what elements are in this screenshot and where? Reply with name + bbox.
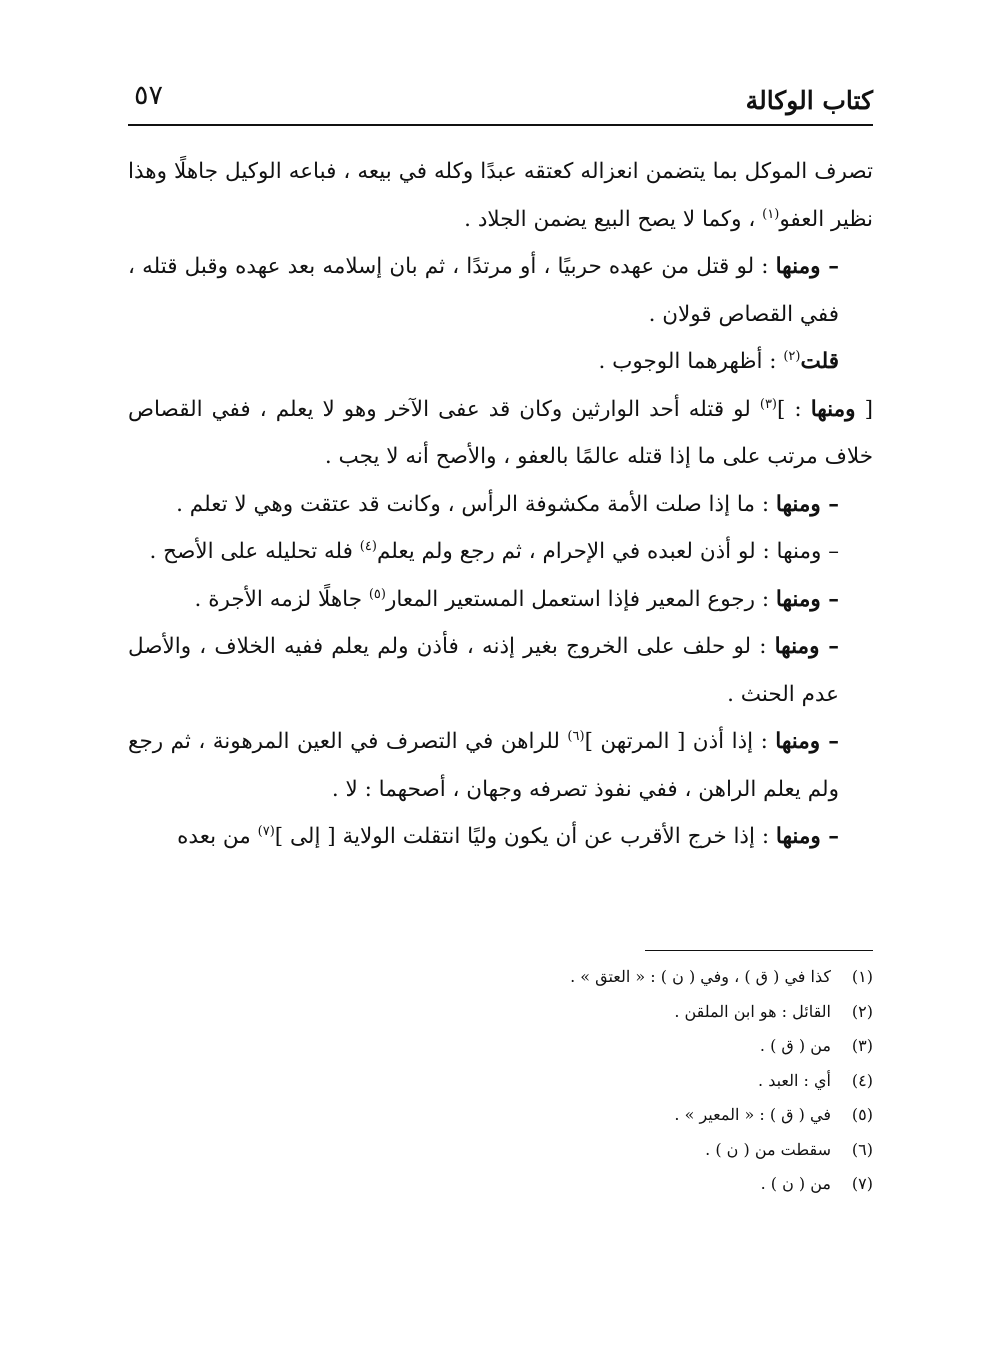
page-number: ٥٧ — [134, 80, 164, 111]
section-marker: ومنها — [810, 396, 856, 422]
body-text — [128, 148, 873, 861]
section-marker: – ومنها — [775, 491, 839, 517]
footnote — [128, 1167, 873, 1202]
paragraph — [128, 481, 873, 529]
footnote — [128, 1029, 873, 1064]
paragraph — [128, 338, 873, 386]
footnote-number: (٣) — [851, 1036, 873, 1055]
footnote-reference: (٥) — [368, 586, 386, 602]
paragraph-text: ، وكما لا يصح البيع يضمن الجلاد . — [464, 206, 763, 232]
paragraph-text: : أظهرهما الوجوب . — [598, 349, 784, 374]
header-rule — [128, 124, 873, 126]
footnote-text: كذا في ( ق ) ، وفي ( ن ) : « العتق » . — [570, 967, 831, 986]
paragraph — [128, 243, 873, 338]
footnote-text: في ( ق ) : « المعير » . — [674, 1105, 831, 1124]
footnote-reference: (٧) — [257, 823, 275, 839]
paragraph-text: : ] — [777, 396, 811, 422]
paragraph-text: فله تحليله على الأصح . — [149, 539, 360, 564]
footnote-text: سقطت من ( ن ) . — [705, 1139, 831, 1159]
paragraph-text: : ما إذا صلت الأمة مكشوفة الرأس ، وكانت قد عتقت وهي لا تعلم . — [176, 491, 776, 517]
paragraph — [128, 528, 873, 576]
paragraph-text: : لو قتل من عهده حربيًا ، أو مرتدًا ، ثم بان إسلامه بعد عهده وقبل قتله ، ففي القصاص قولان . — [128, 254, 839, 327]
footnote-reference: (٦) — [567, 728, 585, 744]
footnote-number: (٥) — [851, 1105, 873, 1124]
footnote — [128, 995, 873, 1030]
paragraph-text: – ومنها : لو أذن لعبده في الإحرام ، ثم رجع ولم يعلم — [376, 539, 839, 564]
paragraph-text: : لو حلف على الخروج بغير إذنه ، فأذن ولم يعلم ففيه الخلاف ، والأصل عدم الحنث . — [128, 634, 839, 707]
footnote-number: (٤) — [851, 1070, 873, 1090]
footnote-number: (٢) — [851, 1001, 873, 1021]
footnote-text: أي : العبد . — [758, 1070, 831, 1090]
paragraph — [128, 148, 873, 243]
footnote-text: من ( ق ) . — [759, 1036, 831, 1055]
footnote-number: (٧) — [851, 1174, 873, 1193]
section-marker: – ومنها — [775, 254, 839, 279]
section-marker: – ومنها — [775, 824, 839, 849]
running-title: كتاب الوكالة — [745, 86, 873, 115]
book-page — [128, 70, 873, 1300]
footnote-separator — [645, 950, 873, 951]
footnote — [128, 960, 873, 995]
section-marker: – ومنها — [774, 634, 839, 659]
footnote-reference: (٣) — [759, 396, 777, 412]
footnote-reference: (٤) — [359, 538, 377, 554]
paragraph — [128, 813, 873, 861]
paragraph-text: : رجوع المعير فإذا استعمل المستعير المعار — [385, 586, 776, 612]
paragraph-text: للراهن في التصرف في العين المرهونة ، ثم رجع ولم يعلم الراهن ، ففي نفوذ تصرفه وجهان ، أصحهما : لا . — [128, 729, 839, 802]
paragraph-text: من بعده — [177, 824, 258, 849]
footnote-reference: (١) — [762, 206, 780, 222]
paragraph-text: : إذا خرج الأقرب عن أن يكون وليًا انتقلت الولاية [ إلى ] — [274, 824, 776, 849]
footnote-number: (١) — [851, 967, 873, 986]
paragraph — [128, 718, 873, 813]
page-header — [128, 70, 873, 118]
section-marker: – ومنها — [775, 729, 839, 754]
footnote — [128, 1133, 873, 1168]
footnote-text: من ( ن ) . — [760, 1174, 831, 1193]
footnote-reference: (٢) — [783, 348, 801, 364]
paragraph-text: [ — [855, 396, 873, 422]
paragraph — [128, 386, 873, 481]
paragraph-text: لو قتله أحد الوارثين وكان قد عفى الآخر وهو لا يعلم ، ففي القصاص خلاف مرتب على ما إذا قتله عالمًا بالعفو ، والأصح أنه لا يجب . — [128, 396, 873, 469]
paragraph — [128, 623, 873, 718]
footnote-number: (٦) — [851, 1139, 873, 1159]
paragraph-text: : إذا أذن [ المرتهن ] — [584, 729, 776, 754]
paragraph — [128, 576, 873, 624]
footnotes — [128, 960, 873, 1202]
footnote — [128, 1064, 873, 1099]
footnote — [128, 1098, 873, 1133]
footnote-text: القائل : هو ابن الملقن . — [674, 1001, 831, 1021]
section-marker: – ومنها — [775, 586, 839, 612]
section-marker: قلت — [800, 349, 839, 374]
paragraph-text: تصرف الموكل بما يتضمن انعزاله كعتقه عبدًا وكله في بيعه ، فباعه الوكيل جاهلًا وهذا نظير العفو — [128, 159, 873, 232]
paragraph-text: جاهلًا لزمه الأجرة . — [194, 586, 369, 612]
